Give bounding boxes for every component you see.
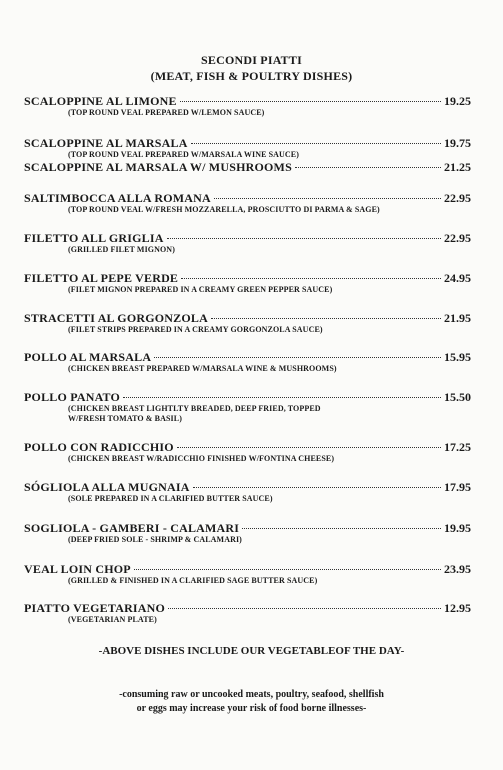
health-disclaimer (0, 688, 503, 716)
item-name: POLLO CON RADICCHIO (24, 440, 174, 454)
item-price: 15.95 (444, 350, 471, 364)
item-description: (FILET STRIPS PREPARED IN A CREAMY GORGONZOLA SAUCE) (68, 325, 323, 334)
dot-leader (134, 569, 441, 570)
section-subtitle: (MEAT, FISH & POULTRY DISHES) (150, 69, 353, 83)
item-name: SCALOPPINE AL MARSALA W/ MUSHROOMS (24, 160, 292, 174)
item-name: SÓGLIOLA ALLA MUGNAIA (24, 480, 190, 494)
dot-leader (242, 528, 441, 529)
item-name: SCALOPPINE AL MARSALA (24, 136, 188, 150)
menu-item (24, 136, 471, 160)
dot-leader (181, 278, 441, 279)
menu-item (24, 562, 471, 586)
item-description: (TOP ROUND VEAL PREPARED W/LEMON SAUCE) (68, 108, 265, 117)
menu-item (24, 440, 471, 464)
disclaimer-line-1: -consuming raw or uncooked meats, poultry, seafood, shellfish (119, 689, 384, 700)
item-description: (CHICKEN BREAST W/RADICCHIO FINISHED W/FONTINA CHEESE) (68, 454, 335, 463)
item-description: (GRILLED FILET MIGNON) (68, 245, 175, 254)
disclaimer-line-2: or eggs may increase your risk of food borne illnesses- (136, 703, 367, 714)
item-description: (DEEP FRIED SOLE - SHRIMP & CALAMARI) (68, 535, 242, 544)
menu-item (24, 480, 471, 504)
dot-leader (180, 101, 441, 102)
item-price: 19.75 (444, 136, 471, 150)
item-description: (TOP ROUND VEAL PREPARED W/MARSALA WINE SAUCE) (68, 150, 300, 159)
menu-item (24, 271, 471, 295)
item-description: (GRILLED & FINISHED IN A CLARIFIED SAGE BUTTER SAUCE) (68, 576, 318, 585)
item-price: 23.95 (444, 562, 471, 576)
dot-leader (211, 318, 441, 319)
item-name: POLLO AL MARSALA (24, 350, 152, 364)
item-description: (FILET MIGNON PREPARED IN A CREAMY GREEN PEPPER SAUCE) (68, 285, 333, 294)
menu-item (24, 160, 471, 174)
menu-item (24, 521, 471, 545)
item-description: (CHICKEN BREAST LIGHTLTY BREADED, DEEP FRIED, TOPPED W/FRESH TOMATO & BASIL) (68, 404, 321, 423)
menu-item (24, 94, 471, 118)
dot-leader (167, 238, 441, 239)
item-description: (SOLE PREPARED IN A CLARIFIED BUTTER SAUCE) (68, 494, 273, 503)
item-price: 22.95 (444, 191, 471, 205)
item-price: 21.25 (444, 160, 471, 174)
item-name: SCALOPPINE AL LIMONE (24, 94, 177, 108)
item-description: (TOP ROUND VEAL W/FRESH MOZZARELLA, PROSCIUTTO DI PARMA & SAGE) (68, 205, 380, 214)
item-price: 22.95 (444, 231, 471, 245)
menu-item (24, 601, 471, 625)
section-title: SECONDI PIATTI (201, 53, 302, 67)
vegetable-note: -ABOVE DISHES INCLUDE OUR VEGETABLEOF THE DAY- (98, 645, 405, 657)
item-name: SOGLIOLA - GAMBERI - CALAMARI (24, 521, 240, 535)
dot-leader (177, 447, 441, 448)
item-description: (VEGETARIAN PLATE) (68, 615, 157, 624)
item-name: STRACETTI AL GORGONZOLA (24, 311, 208, 325)
item-name: PIATTO VEGETARIANO (24, 601, 166, 615)
item-description: (CHICKEN BREAST PREPARED W/MARSALA WINE & MUSHROOMS) (68, 364, 337, 373)
item-price: 19.95 (444, 521, 471, 535)
dot-leader (193, 487, 441, 488)
dot-leader (295, 167, 441, 168)
dot-leader (168, 608, 441, 609)
item-name: SALTIMBOCCA ALLA ROMANA (24, 191, 211, 205)
dot-leader (191, 143, 441, 144)
item-price: 15.50 (444, 390, 471, 404)
menu-item (24, 231, 471, 255)
menu-item (24, 191, 471, 215)
item-name: FILETTO AL PEPE VERDE (24, 271, 179, 285)
dot-leader (214, 198, 441, 199)
item-name: FILETTO ALL GRIGLIA (24, 231, 164, 245)
item-price: 17.25 (444, 440, 471, 454)
item-price: 24.95 (444, 271, 471, 285)
item-price: 17.95 (444, 480, 471, 494)
menu-header (0, 52, 503, 84)
item-name: POLLO PANATO (24, 390, 121, 404)
dot-leader (123, 397, 441, 398)
menu-item (24, 350, 471, 374)
item-price: 21.95 (444, 311, 471, 325)
dot-leader (154, 357, 441, 358)
item-price: 19.25 (444, 94, 471, 108)
menu-item (24, 390, 471, 424)
item-price: 12.95 (444, 601, 471, 615)
item-name: VEAL LOIN CHOP (24, 562, 131, 576)
menu-item (24, 311, 471, 335)
